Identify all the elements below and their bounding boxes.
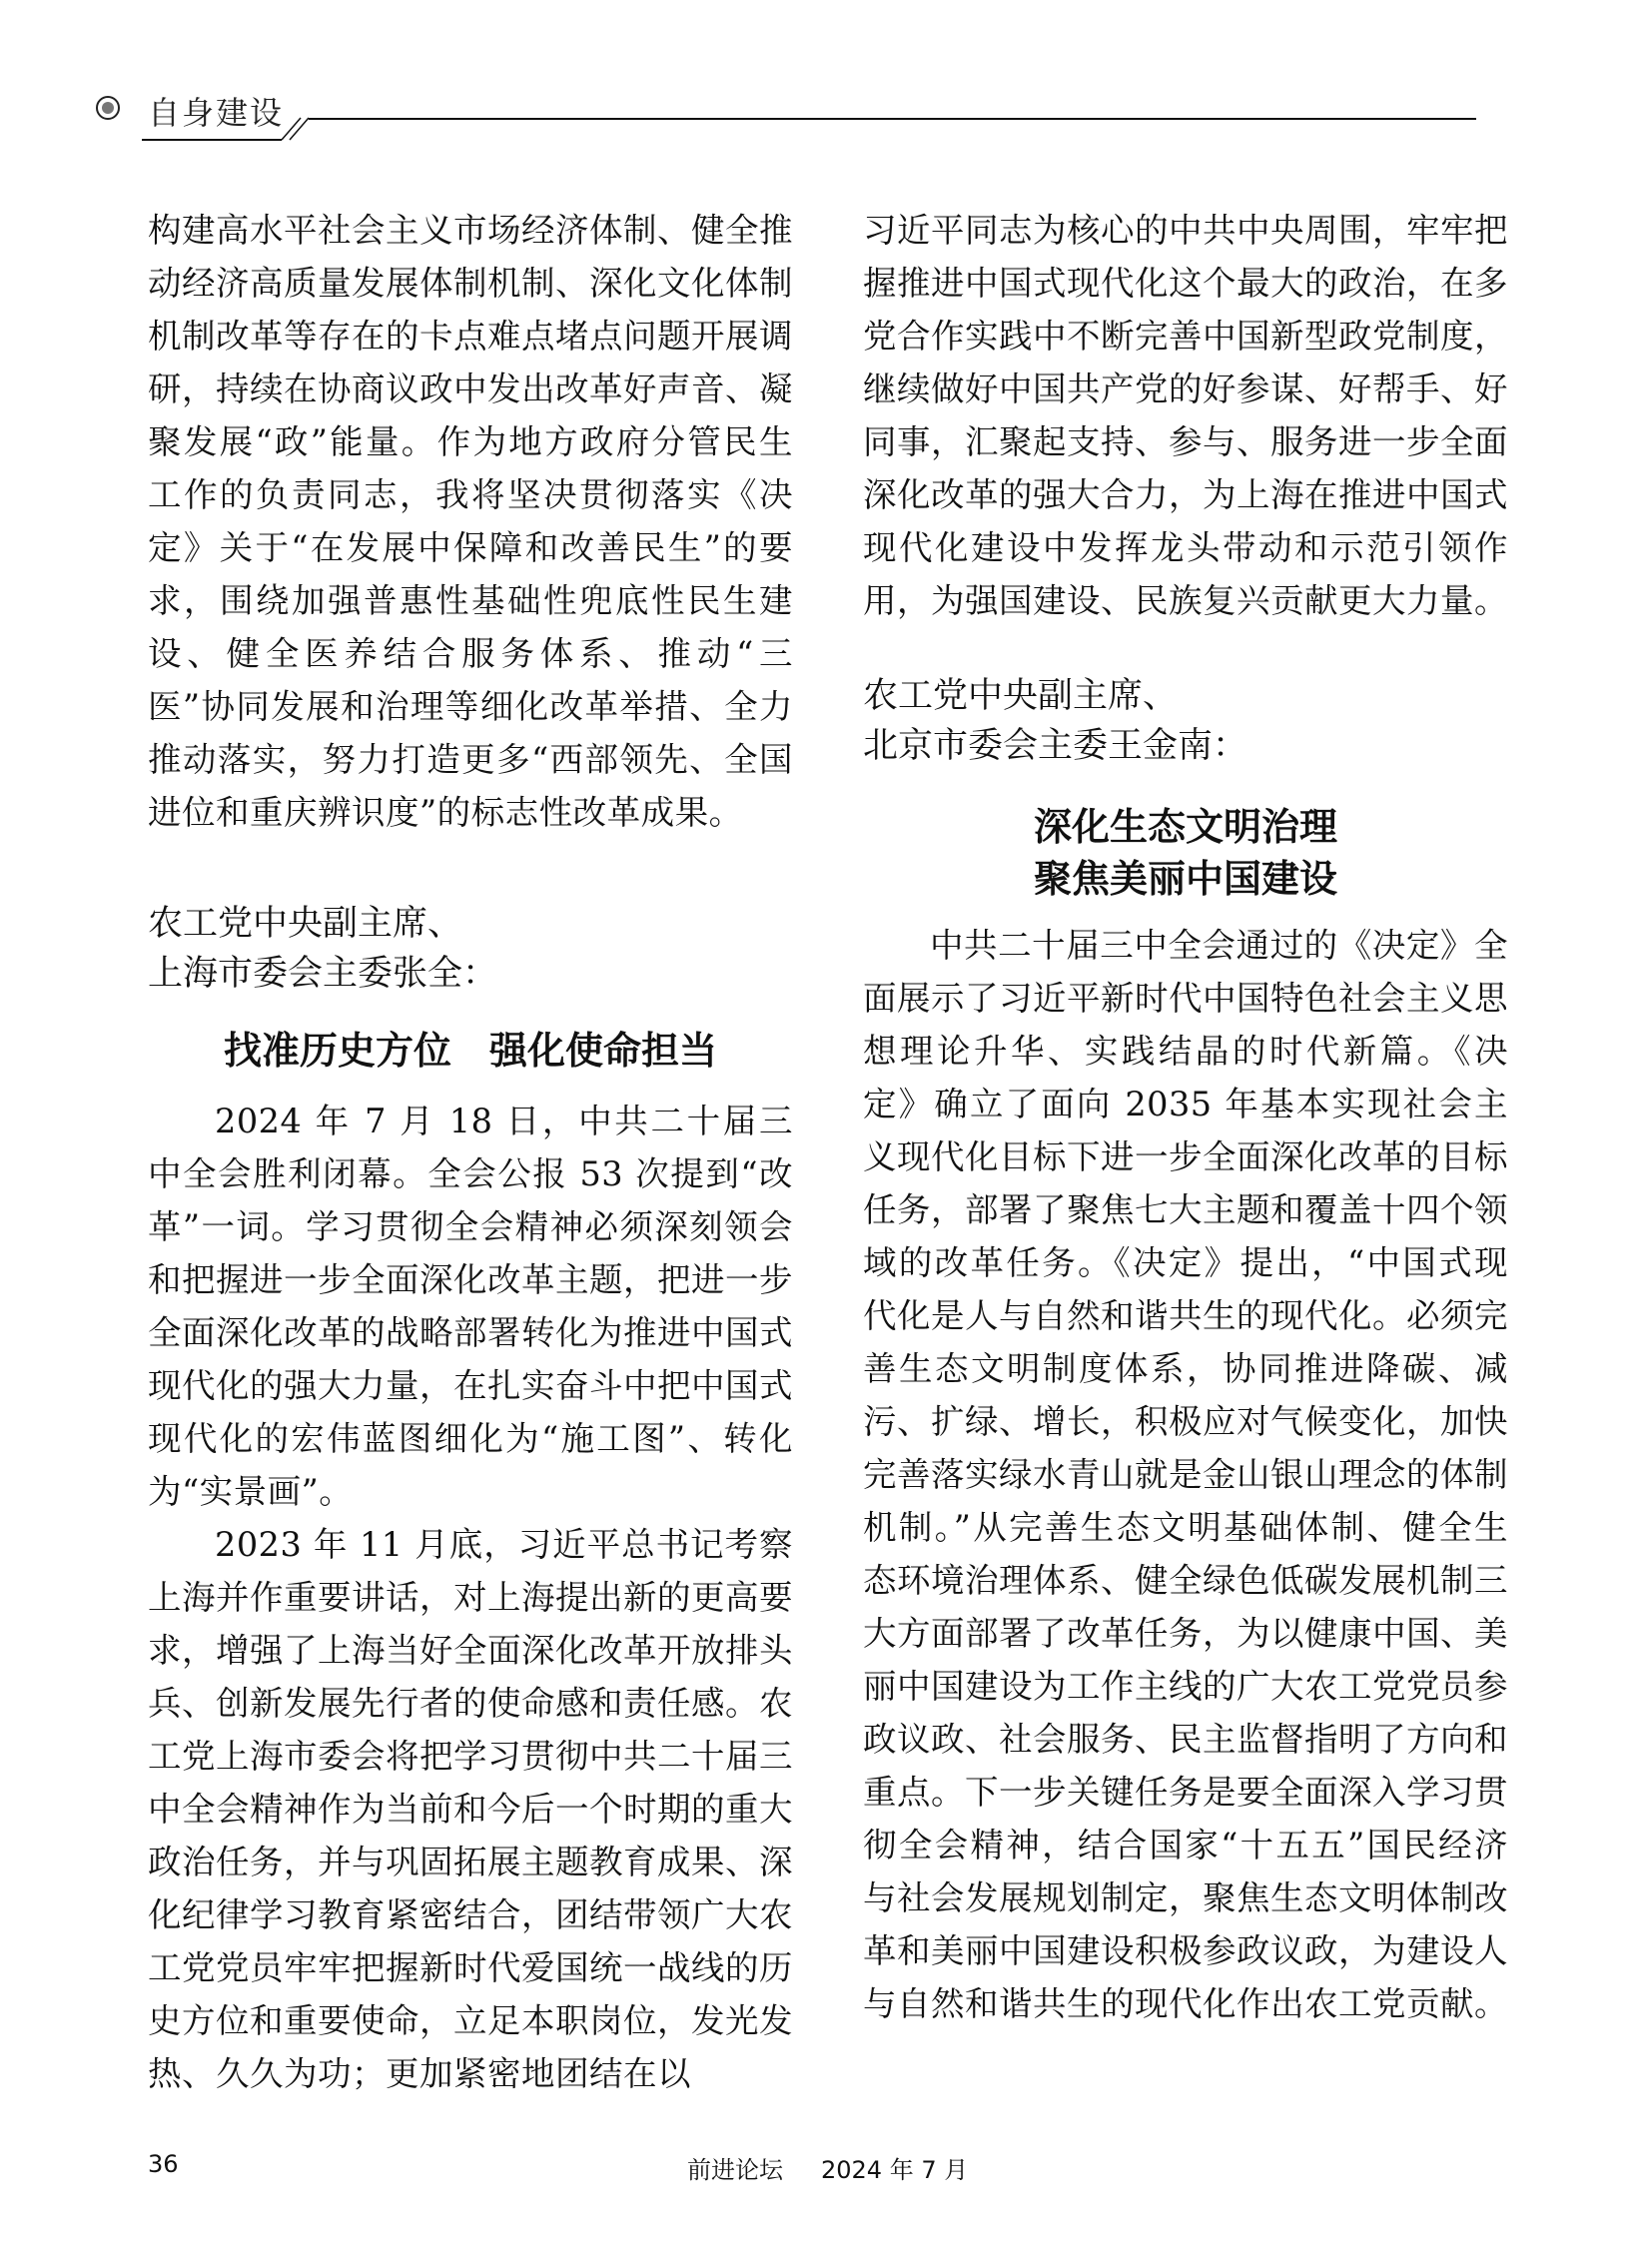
page-footer bbox=[0, 2140, 1652, 2230]
section-title: 自身建设 bbox=[148, 94, 285, 132]
page-header bbox=[0, 0, 1652, 160]
article-title: 找准历史方位 强化使命担当 bbox=[223, 1029, 717, 1073]
author-line: 农工党中央副主席、 bbox=[148, 904, 463, 944]
author-line: 农工党中央副主席、 bbox=[863, 676, 1179, 716]
author-line: 北京市委会主委王金南： bbox=[863, 726, 1248, 766]
author-line: 上海市委会主委张全： bbox=[148, 954, 498, 994]
header-rule bbox=[0, 0, 1652, 160]
article-title: 聚焦美丽中国建设 bbox=[1033, 857, 1337, 901]
body-paragraph: 习近平同志为核心的中共中央周围，牢牢把握推进中国式现代化这个最大的政治，在多党合作实践中不断完善中国新型政党制度，继续做好中国共产党的好参谋、好帮手、好同事，汇聚起支持、参与、服务进一步全面深化改革的强大合力，为上海在推进中国式现代化建设中发挥龙头带动和示范引领作用，为强国建设、民族复兴贡献更大力量。 bbox=[863, 211, 1508, 620]
article-title: 深化生态文明治理 bbox=[1033, 805, 1337, 849]
body-paragraph: 2023 年 11 月底，习近平总书记考察上海并作重要讲话，对上海提出新的更高要求，增强了上海当好全面深化改革开放排头兵、创新发展先行者的使命感和责任感。农工党上海市委会将把学习贯彻中共二十届三中全会精神作为当前和今后一个时期的重大政治任务，并与巩固拓展主题教育成果、深化纪律学习教育紧密结合，团结带领广大农工党党员牢牢把握新时代爱国统一战线的历史方位和重要使命，立足本职岗位，发光发热、久久为功；更加紧密地团结在以 bbox=[148, 1525, 793, 2093]
body-paragraph: 2024 年 7 月 18 日，中共二十届三中全会胜利闭幕。全会公报 53 次提到“改革”一词。学习贯彻全会精神必须深刻领会和把握进一步全面深化改革主题，把进一步全面深化改革的战略部署转化为推进中国式现代化的强大力量，在扎实奋斗中把中国式现代化的宏伟蓝图细化为“施工图”、转化为“实景画”。 bbox=[148, 1102, 793, 1511]
article-body bbox=[148, 204, 1508, 2100]
issue-date: 2024 年 7 月 bbox=[821, 2156, 969, 2184]
page-number: 36 bbox=[148, 2150, 179, 2178]
left-column bbox=[148, 204, 793, 2100]
right-column bbox=[863, 204, 1508, 2100]
body-paragraph: 中共二十届三中全会通过的《决定》全面展示了习近平新时代中国特色社会主义思想理论升华、实践结晶的时代新篇。《决定》确立了面向 2035 年基本实现社会主义现代化目标下进一步全面深化改革的目标任务，部署了聚焦七大主题和覆盖十四个领域的改革任务。《决定》提出，“中国式现代化是人与自然和谐共生的现代化。必须完善生态文明制度体系，协同推进降碳、减污、扩绿、增长，积极应对气候变化，加快完善落实绿水青山就是金山银山理念的体制机制。”从完善生态文明基础体制、健全生态环境治理体系、健全绿色低碳发展机制三大方面部署了改革任务，为以健康中国、美丽中国建设为工作主线的广大农工党党员参政议政、社会服务、民主监督指明了方向和重点。下一步关键任务是要全面深入学习贯彻全会精神，结合国家“十五五”国民经济与社会发展规划制定，聚焦生态文明体制改革和美丽中国建设积极参政议政，为建设人与自然和谐共生的现代化作出农工党贡献。 bbox=[863, 926, 1508, 2023]
body-paragraph: 构建高水平社会主义市场经济体制、健全推动经济高质量发展体制机制、深化文化体制机制改革等存在的卡点难点堵点问题开展调研，持续在协商议政中发出改革好声音、凝聚发展“政”能量。作为地方政府分管民生工作的负责同志，我将坚决贯彻落实《决定》关于“在发展中保障和改善民生”的要求，围绕加强普惠性基础性兜底性民生建设、健全医养结合服务体系、推动“三医”协同发展和治理等细化改革举措、全力推动落实，努力打造更多“西部领先、全国进位和重庆辨识度”的标志性改革成果。 bbox=[148, 211, 793, 832]
magazine-name: 前进论坛 bbox=[687, 2156, 783, 2184]
